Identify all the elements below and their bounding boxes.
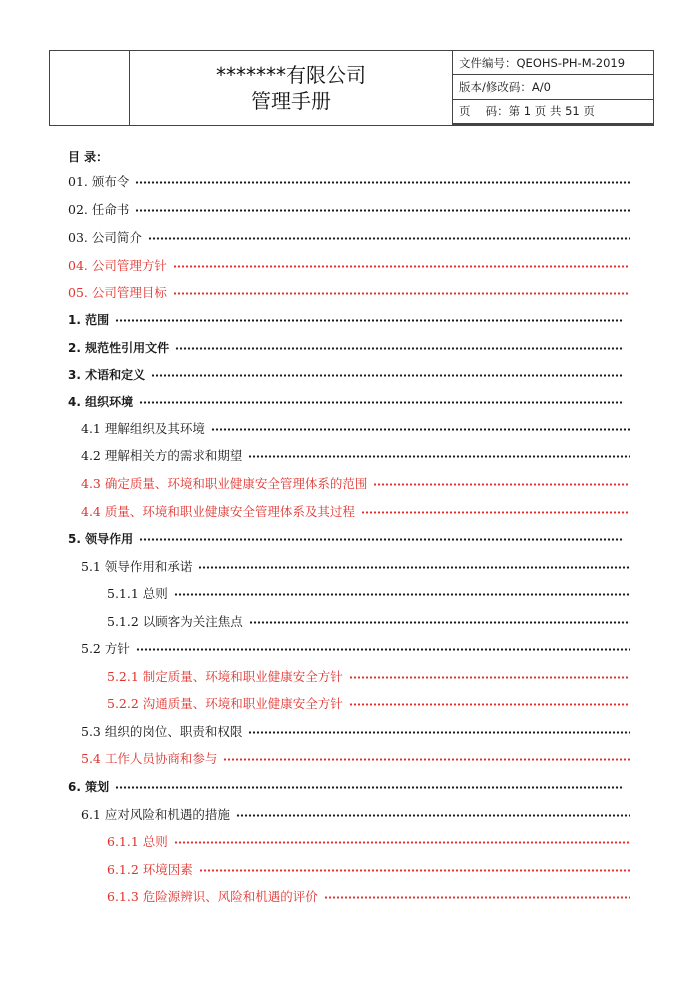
toc-entry-04[interactable] — [68, 256, 630, 274]
dot-leader — [151, 374, 624, 377]
toc-entry-text: 5.3 组织的岗位、职责和权限 — [81, 724, 243, 739]
toc-entry-text: 4.3 确定质量、环境和职业健康安全管理体系的范围 — [81, 476, 368, 491]
toc-entry-4-2[interactable] — [81, 446, 630, 464]
dot-leader — [135, 181, 630, 184]
toc-entry-05[interactable] — [68, 283, 630, 301]
toc-entry-4-3[interactable] — [81, 474, 630, 492]
toc-entry-text: 4.1 理解组织及其环境 — [81, 421, 205, 436]
toc-entry-5-2[interactable] — [81, 639, 630, 657]
dot-leader — [115, 319, 624, 322]
toc-entry-text: 3. 术语和定义 — [68, 367, 146, 382]
toc-entry-5-2-2[interactable] — [107, 694, 630, 712]
document-header-table — [49, 50, 654, 126]
toc-entry-text: 6.1.2 环境因素 — [107, 862, 193, 877]
toc-entry-5-1-1[interactable] — [107, 584, 630, 602]
toc-entry-text: 4.4 质量、环境和职业健康安全管理体系及其过程 — [81, 504, 355, 519]
dot-leader — [236, 814, 630, 817]
dot-leader — [211, 428, 630, 431]
toc-entry-3[interactable] — [68, 365, 624, 383]
dot-leader — [115, 786, 624, 789]
toc-entry-text: 5.1 领导作用和承诺 — [81, 559, 193, 574]
dot-leader — [373, 483, 630, 486]
dot-leader — [174, 841, 630, 844]
toc-entry-text: 5.1.1 总则 — [107, 586, 168, 601]
toc-entry-text: 5. 领导作用 — [68, 531, 134, 546]
dot-leader — [139, 538, 624, 541]
logo-cell — [50, 51, 130, 125]
toc-entry-5-1[interactable] — [81, 557, 630, 575]
toc-entry-text: 04. 公司管理方针 — [68, 258, 167, 273]
toc-entry-text: 6.1 应对风险和机遇的措施 — [81, 807, 230, 822]
toc-entry-text: 5.2.2 沟通质量、环境和职业健康安全方针 — [107, 696, 343, 711]
toc-entry-02[interactable] — [68, 200, 630, 218]
toc-entry-6-1[interactable] — [81, 805, 630, 823]
dot-leader — [324, 896, 630, 899]
toc-entry-text: 1. 范围 — [68, 312, 110, 327]
page-info: 页 码：第 1 页 共 51 页 — [453, 100, 653, 125]
dot-leader — [223, 758, 630, 761]
document-number: 文件编号：QEOHS-PH-M-2019 — [453, 51, 653, 75]
dot-leader — [173, 265, 630, 268]
toc-entry-5[interactable] — [68, 529, 624, 547]
toc-entry-1[interactable] — [68, 310, 624, 328]
toc-entry-text: 5.4 工作人员协商和参与 — [81, 751, 218, 766]
toc-entry-text: 5.1.2 以顾客为关注焦点 — [107, 614, 243, 629]
toc-entry-text: 6.1.1 总则 — [107, 834, 168, 849]
toc-entry-text: 05. 公司管理目标 — [68, 285, 167, 300]
toc-entry-4[interactable] — [68, 392, 624, 410]
toc-entry-text: 03. 公司简介 — [68, 230, 142, 245]
title-cell — [130, 51, 453, 125]
toc-heading: 目 录： — [68, 150, 109, 164]
dot-leader — [249, 621, 630, 624]
toc-entry-text: 6.1.3 危险源辨识、风险和机遇的评价 — [107, 889, 318, 904]
dot-leader — [248, 731, 630, 734]
dot-leader — [135, 209, 630, 212]
toc-entry-2[interactable] — [68, 338, 624, 356]
dot-leader — [136, 648, 630, 651]
toc-entry-5-2-1[interactable] — [107, 667, 630, 685]
toc-entry-5-4[interactable] — [81, 749, 630, 767]
dot-leader — [199, 869, 630, 872]
toc-entry-text: 5.2 方针 — [81, 641, 130, 656]
toc-entry-4-1[interactable] — [81, 419, 630, 437]
dot-leader — [174, 593, 630, 596]
toc-entry-text: 5.2.1 制定质量、环境和职业健康安全方针 — [107, 669, 343, 684]
toc-entry-text: 02. 任命书 — [68, 202, 130, 217]
toc-entry-text: 01. 颁布令 — [68, 174, 130, 189]
dot-leader — [349, 676, 630, 679]
toc-entry-6[interactable] — [68, 777, 624, 795]
document-info-cell — [453, 51, 653, 125]
dot-leader — [148, 237, 630, 240]
toc-entry-4-4[interactable] — [81, 502, 630, 520]
toc-entry-5-3[interactable] — [81, 722, 630, 740]
toc-entry-text: 6. 策划 — [68, 779, 110, 794]
dot-leader — [175, 347, 624, 350]
dot-leader — [198, 566, 630, 569]
version-code: 版本/修改码：A/0 — [453, 75, 653, 99]
dot-leader — [248, 455, 630, 458]
toc-entry-03[interactable] — [68, 228, 630, 246]
toc-entry-01[interactable] — [68, 172, 630, 190]
dot-leader — [361, 511, 630, 514]
dot-leader — [173, 292, 630, 295]
dot-leader — [139, 401, 624, 404]
toc-entry-text: 4.2 理解相关方的需求和期望 — [81, 448, 243, 463]
toc-entry-6-1-3[interactable] — [107, 887, 630, 905]
dot-leader — [349, 703, 630, 706]
toc-entry-6-1-2[interactable] — [107, 860, 630, 878]
toc-entry-6-1-1[interactable] — [107, 832, 630, 850]
toc-entry-text: 4. 组织环境 — [68, 394, 134, 409]
company-name: *******有限公司 — [216, 63, 366, 87]
toc-entry-text: 2. 规范性引用文件 — [68, 340, 170, 355]
manual-title: 管理手册 — [251, 89, 331, 113]
toc-entry-5-1-2[interactable] — [107, 612, 630, 630]
